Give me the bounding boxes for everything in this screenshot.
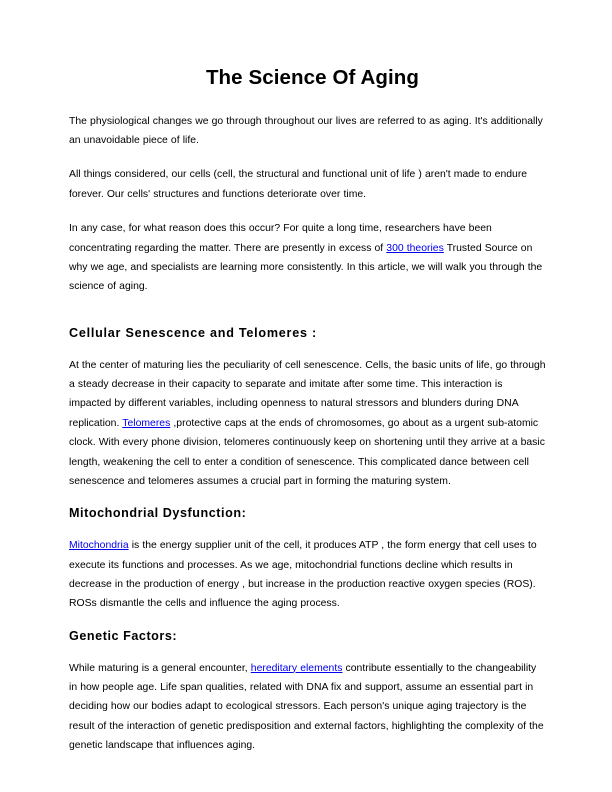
link-300-theories[interactable]: 300 theories — [386, 242, 444, 254]
page-title: The Science Of Aging — [205, 66, 420, 89]
intro-paragraph-1-text: The physiological changes we go through throughout our lives are referred to as aging. It's additionally an unavoidable piece of life. — [69, 115, 543, 146]
document-body — [69, 66, 546, 771]
heading-mitochondrial-dysfunction: Mitochondrial Dysfunction: — [69, 506, 247, 521]
link-telomeres[interactable]: Telomeres — [122, 417, 171, 429]
section-0-text-before-link: At the center of maturing lies the peculiarity of cell senescence. Cells, the basic units of life, go through a steady decrease in their capacity to separate and imitate after some time. This interaction is impacted by different variables, including openness to natural stressors and blunders during DNA replication. — [69, 359, 546, 429]
intro-paragraph-3-text-before-link: In any case, for what reason does this occur? For quite a long time, researchers have been concentrating regarding the matter. There are presently in excess of — [69, 223, 492, 254]
section-body-cellular-senescence — [69, 356, 546, 492]
intro-paragraph-1 — [69, 112, 546, 151]
intro-paragraph-3 — [69, 219, 546, 297]
section-spacer — [69, 312, 546, 326]
section-body-genetic-factors — [69, 659, 546, 756]
section-1-text-after-link: is the energy supplier unit of the cell, it produces ATP , the form energy that cell uses to execute its functions and processes. As we age, mitochondrial functions decline which results in decrease in the production of energy , but increase in the production reactive oxygen species (ROS). ROSs dismantle the cells and influence the aging process. — [69, 540, 537, 610]
section-2-text-after-link: contribute essentially to the changeability in how people age. Life span qualities, related with DNA fix and support, assume an essential part in deciding how our bodies adapt to ecological stressors. Each person's unique aging trajectory is the result of the interaction of genetic predisposition and external factors, highlighting the complexity of the genetic landscape that influences aging. — [69, 662, 544, 752]
intro-paragraph-3-text-after-link: Trusted Source on why we age, and specialists are learning more consistently. In this article, we will walk you through the science of aging. — [69, 242, 543, 293]
section-body-mitochondrial-dysfunction — [69, 536, 546, 614]
section-2-text-before-link: While maturing is a general encounter, — [69, 662, 251, 674]
intro-paragraph-2 — [69, 165, 546, 204]
intro-paragraph-2-text: All things considered, our cells (cell, the structural and functional unit of life ) aren't made to endure forever. Our cells' structures and functions deteriorate over time. — [69, 169, 528, 200]
section-0-text-after-link: ,protective caps at the ends of chromosomes, go about as a urgent sub-atomic clock. With every phone division, telomeres continuously keep on shortening until they arrive at a basic length, weakening the cell to enter a condition of senescence. This complicated dance between cell senescence and telomeres assumes a crucial part in forming the maturing system. — [69, 417, 545, 488]
heading-genetic-factors: Genetic Factors: — [69, 628, 178, 643]
heading-cellular-senescence-and-telomeres: Cellular Senescence and Telomeres : — [69, 325, 317, 340]
link-mitochondria[interactable]: Mitochondria — [69, 540, 129, 552]
link-hereditary-elements[interactable]: hereditary elements — [250, 662, 343, 674]
